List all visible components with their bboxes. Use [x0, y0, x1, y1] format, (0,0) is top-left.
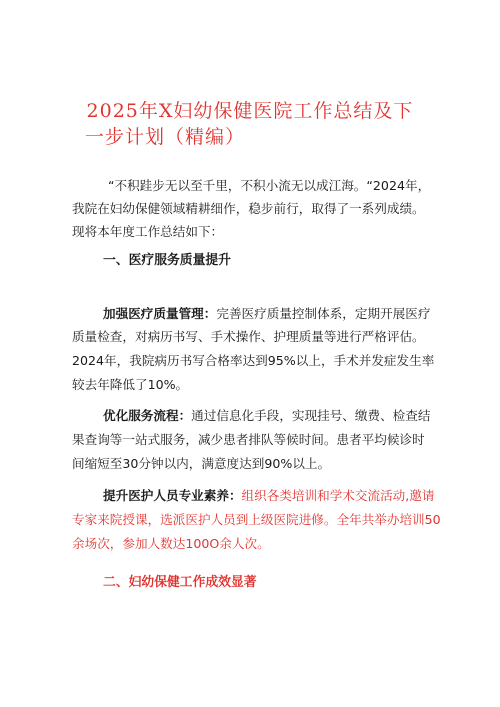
paragraph-lead: 优化服务流程： [103, 408, 192, 423]
paragraph-service-flow-line-2: 果查询等一站式服务，减少患者排队等候时间。患者平均候诊时 [72, 432, 425, 447]
paragraph-staff-training-line-2: 专家来院授课，选派医护人员到上级医院进修。全年共举办培训50 [72, 512, 441, 527]
paragraph-service-flow-line-3: 间缩短至30分钟以内，满意度达到90%以上。 [72, 456, 331, 471]
paragraph-service-flow-line-1 [103, 404, 475, 427]
paragraph-text: 完善医疗质量控制体系，定期开展医疗 [216, 306, 431, 321]
paragraph-text: 组织各类培训和学术交流活动,邀请 [241, 488, 435, 503]
paragraph-lead: 提升医护人员专业素养： [103, 488, 242, 503]
paragraph-quality-management-line-3: 2024年，我院病历书写合格率达到95%以上，手术并发症发生率 [72, 353, 435, 368]
intro-line-2: 我院在妇幼保健领域精耕细作，稳步前行，取得了一系列成绩。 [72, 201, 425, 216]
paragraph-quality-management-line-1 [103, 302, 475, 325]
section-1-heading: 一、医疗服务质量提升 [103, 253, 231, 268]
paragraph-staff-training-line-1 [103, 484, 475, 507]
document-title-line-2: 一步计划（精编） [85, 126, 246, 148]
document-title-line-1: 2025年X妇幼保健医院工作总结及下 [86, 100, 414, 122]
section-2-heading: 二、妇幼保健工作成效显著 [103, 575, 257, 590]
paragraph-quality-management-line-2: 质量检查，对病历书写、手术操作、护理质量等进行严格评估。 [72, 329, 425, 344]
paragraph-staff-training-line-3: 余场次，参加人数达100O余人次。 [72, 536, 270, 551]
intro-line-1: “不积跬步无以至千里，不积小流无以成江海。“2024年， [108, 178, 431, 193]
paragraph-lead: 加强医疗质量管理： [103, 306, 217, 321]
paragraph-quality-management-line-4: 较去年降低了10%。 [72, 377, 189, 392]
paragraph-text: 通过信息化手段，实现挂号、缴费、检查结 [191, 408, 431, 423]
intro-line-3: 现将本年度工作总结如下： [72, 224, 224, 239]
